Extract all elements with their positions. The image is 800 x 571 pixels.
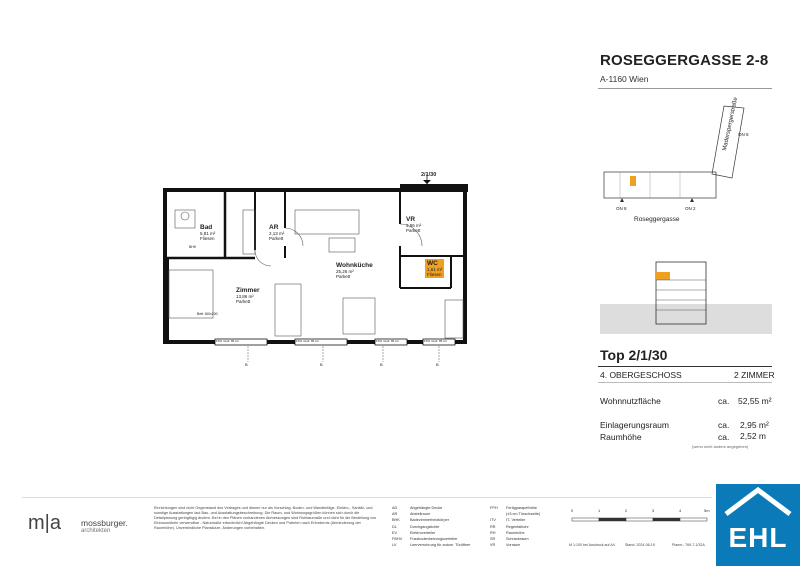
area-ca: ca.	[718, 396, 730, 406]
unit-title: Top 2/1/30	[600, 347, 668, 363]
room-ar: AR 2,13 m² Parkett	[269, 224, 285, 241]
legend-item: SR Schrankraum	[490, 537, 529, 542]
section-mark: B	[380, 362, 383, 367]
divider	[598, 88, 772, 89]
street-label: Roseggergasse	[634, 216, 680, 223]
legend-right	[490, 505, 560, 548]
unit-floor: 4. OBERGESCHOSS	[600, 370, 682, 380]
legend-item: FPH Fertigparapethöhe	[490, 506, 538, 510]
storage-ca: ca.	[718, 420, 730, 430]
legend-item: RH Raumhöhe	[490, 530, 525, 535]
legend-item: FBHV Fussbodenheizungsverteiler	[392, 537, 458, 542]
project-title: ROSEGGERGASSE 2-8	[600, 52, 769, 69]
on-label: ON 8	[616, 206, 627, 211]
architect-logo-sub: architekten	[81, 528, 111, 534]
height-label: Raumhöhe	[600, 432, 642, 442]
legend-item: (±3 cm Türschwelle)	[506, 512, 541, 517]
area-label: Wohnnutzfläche	[600, 396, 661, 406]
on-label: ON 6	[738, 132, 749, 137]
on-label: ON 2	[685, 206, 696, 211]
ehl-logo-text: EHL	[728, 522, 788, 553]
window-label: FPH mind. 85 cm	[216, 339, 240, 343]
section-mark: B	[436, 362, 439, 367]
room-bad: Bad 5,81 m² Fliesen	[200, 224, 216, 241]
room-zimmer: Zimmer 13,86 m² Parkett	[236, 287, 260, 304]
height-value: 2,52 m	[740, 431, 766, 441]
project-address: A-1160 Wien	[600, 74, 649, 84]
architect-logo-mark: m|a	[28, 512, 61, 534]
legend-item: DL Durchgangslichte	[392, 524, 440, 529]
room-wohnkueche: Wohnküche 25,26 m² Parkett	[336, 262, 373, 279]
window-label: FPH mind. 85 cm	[424, 339, 448, 343]
legend-item: VR Vorraum	[490, 543, 521, 548]
window-label: FPH mind. 85 cm	[376, 339, 400, 343]
legend-item: ITV IT- Verteiler	[490, 518, 526, 523]
legend-left	[392, 505, 492, 548]
bed-label: Bett 160x200	[197, 312, 218, 316]
ehl-logo	[716, 484, 800, 566]
plan-number: Planm.: 769-7.1/32A	[672, 543, 705, 547]
room-vr: VR 3,86 m² Parkett	[406, 216, 422, 233]
section-mark: B	[245, 362, 248, 367]
site-plan	[600, 98, 772, 220]
legend-item: LV Leerverrohrung für autom. Türöffner	[392, 543, 471, 548]
storage-label: Einlagerungsraum	[600, 420, 669, 430]
height-note: (wenn nicht anders angegeben)	[692, 444, 749, 449]
storage-value: 2,95 m²	[740, 420, 769, 430]
height-ca: ca.	[718, 432, 730, 442]
unit-rooms: 2 ZIMMER	[734, 370, 775, 380]
legend-item: BHK Badezimmerheizkörper	[392, 518, 450, 523]
date-note: Stand: 2024-06-19	[625, 543, 655, 547]
side-street-label: Maderspergerstraße	[722, 96, 740, 152]
window-label: FPH mind. 85 cm	[296, 339, 320, 343]
legend-item: AR Abstellraum	[392, 512, 431, 517]
scale-bar	[570, 512, 710, 524]
area-value: 52,55 m²	[738, 396, 772, 406]
section-view	[600, 244, 772, 334]
scale-note: M 1:100 bei Ausdruck auf A4	[569, 543, 615, 547]
legend-item: EV Elektroverteiler	[392, 530, 436, 535]
legend-item: RR Regenfallrohr	[490, 524, 529, 529]
architect-logo-name: mossburger.	[81, 518, 128, 528]
bhk-label: BHK	[189, 245, 197, 249]
section-mark: B	[320, 362, 323, 367]
disclaimer-text: Einrichtungen sind nicht Gegenstand des Vertrages und dienen nur als Vorschlag. Boden- und Wandbeläge, Elektro-, Sanitär- und sonstige Ausstattungen laut Bau- und Ausstattungsbeschreibung. Die Raum- und Wohnungsgrößen können sich durch die Detailplanung geringfügig ändern. Bei in den Plänen vorhandenen Abmessungen sind Rohbaumaße und nicht für die Bestellung von Einbaumöbeln verwendbar - Naturmaße erforderlich! Abgehängte Decken und Poterien nach Erfordernis (Abminderung der Raumhöhe). Unverbindliche Planskizze, Änderungen vorbehalten.	[154, 506, 377, 530]
entrance-label: 2/1/30	[421, 172, 437, 178]
outer-wall	[165, 190, 465, 342]
legend-item: AD Abgehängte Decke	[392, 506, 443, 510]
room-wc: WC 1,61 m² Fliesen	[427, 260, 443, 277]
